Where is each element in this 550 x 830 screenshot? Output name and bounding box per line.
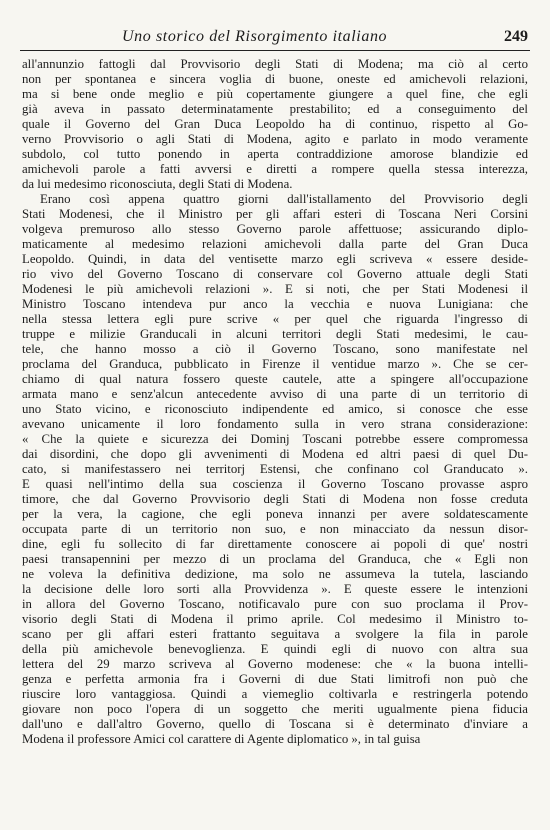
text-line: armata mano e senz'alcun antecedente avviso di una parte di un territorio di xyxy=(22,387,528,401)
paragraph xyxy=(22,57,528,192)
text-line: ne voleva la definitiva dedizione, ma solo ne assumeva la tutela, lasciando xyxy=(22,567,528,581)
running-title: Uno storico del Risorgimento italiano xyxy=(122,28,388,45)
text-line: nella stessa lettera egli pure scrive « per quel che riguarda l'ingresso di xyxy=(22,312,528,326)
text-line: Leopoldo. Quindi, in data del ventisette marzo egli scriveva « essere deside- xyxy=(22,252,528,266)
text-line: dall'uno e dall'altro Governo, quello di Toscana si è determinato d'inviare a xyxy=(22,717,528,731)
text-line: visorio degli Stati di Modena il primo aprile. Col medesimo il Ministro to- xyxy=(22,612,528,626)
text-line: volgeva premuroso allo stesso Governo parole affettuose; assicurando diplo- xyxy=(22,222,528,236)
text-line: chiamo di qual natura fossero queste cautele, atte a spingere all'occupazione xyxy=(22,372,528,386)
text-line: timore, che dal Governo Provvisorio degli Stati di Modena non fosse creduta xyxy=(22,492,528,506)
text-line: amichevoli parole a fatti avversi e diretti a rompere quella stessa interezza, xyxy=(22,162,528,176)
text-line: tele, che hanno mosso a ciò il Governo Toscano, sono manifestate nel xyxy=(22,342,528,356)
text-line: Modenesi le più amichevoli relazioni ». E si noti, che per Stati Modenesi il xyxy=(22,282,528,296)
text-line: maticamente al medesimo relazioni amichevoli dalla parte del Gran Duca xyxy=(22,237,528,251)
text-line: riuscire loro vantaggiosa. Quindi a viemeglio coltivarla e restringerla potendo xyxy=(22,687,528,701)
text-line: « Che la quiete e sicurezza dei Dominj Toscani potrebbe essere compromessa xyxy=(22,432,528,446)
text-line: avevano unicamente il loro fondamento sulla in vero strana considerazione: xyxy=(22,417,528,431)
text-line: E quasi nell'intimo della sua coscienza il Governo Toscano provasse aspro xyxy=(22,477,528,491)
paragraph xyxy=(22,192,528,747)
text-line: quale il Governo del Gran Duca Leopoldo ha di continuo, rispetto al Go- xyxy=(22,117,528,131)
text-line: verno Provvisorio o agli Stati di Modena, agito e parlato in modo veramente xyxy=(22,132,528,146)
body-text xyxy=(22,57,528,747)
text-line: proclama del Granduca, pubblicato in Firenze il ventidue marzo ». Che se cer- xyxy=(22,357,528,371)
text-line: già aveva in passato determinatamente prestabilito; ed a conseguimento del xyxy=(22,102,528,116)
text-line: Stati Modenesi, che il Ministro per gli affari esteri di Toscana Neri Corsini xyxy=(22,207,528,221)
text-line: scano per gli affari esteri frattanto seguitava a svolgere la fila in parole xyxy=(22,627,528,641)
text-line: dai disordini, che dopo gli avvenimenti di Modena ed altri paesi di quel Du- xyxy=(22,447,528,461)
text-line: ma si bene onde meglio e più copertamente giungere a quel fine, che egli xyxy=(22,87,528,101)
text-line: occupata parte di un territorio non suo, e non minacciato da nessun disor- xyxy=(22,522,528,536)
text-line: da lui medesimo riconosciuta, degli Stati di Modena. xyxy=(22,177,293,191)
text-line: cato, si manifestassero nei territorj Estensi, che confinano col Granducato ». xyxy=(22,462,528,476)
text-line: genza e perfetta armonia fra i Governi di due Stati limitrofi non può che xyxy=(22,672,528,686)
page-number: 249 xyxy=(504,28,528,45)
text-line: Modena il professore Amici col carattere di Agente diplomatico », in tal guisa xyxy=(22,732,421,746)
text-line: uno Stato vicino, e riconosciuto indipendente ed amico, si conosce che esse xyxy=(22,402,528,416)
text-line: in allora del Governo Toscano, notificavalo pure con suo proclama il Prov- xyxy=(22,597,528,611)
text-line: truppe e milizie Granducali in alcuni territori degli Stati medesimi, le cau- xyxy=(22,327,528,341)
text-line: la decisione delle loro sorti alla Provvidenza ». E queste essere le intenzioni xyxy=(22,582,528,596)
text-line: rio vivo del Governo Toscano di conservare col Governo attuale degli Stati xyxy=(22,267,528,281)
text-line: Erano così appena quattro giorni dall'istallamento del Provvisorio degli xyxy=(40,192,528,206)
text-line: della più amichevole benevoglienza. E quindi egli di nuovo con altra sua xyxy=(22,642,528,656)
text-line: dine, egli fu sollecito di far direttamente conoscere ai popoli di que' nostri xyxy=(22,537,528,551)
page-header xyxy=(20,28,530,51)
text-line: paesi transapennini per mezzo di un proclama del Granduca, che « Egli non xyxy=(22,552,528,566)
text-line: all'annunzio fattogli dal Provvisorio degli Stati di Modena; ma ciò al certo xyxy=(22,57,528,71)
text-line: Ministro Toscano intendeva pur anco la vecchia e nuova Lunigiana: che xyxy=(22,297,528,311)
text-line: lettera del 29 marzo scriveva al Governo modenese: che « la buona intelli- xyxy=(22,657,528,671)
text-line: giovare non poco l'opera di un soggetto che meriti ugualmente piena fiducia xyxy=(22,702,528,716)
text-line: per la vera, la cagione, che egli poneva innanzi per avere soldatescamente xyxy=(22,507,528,521)
text-line: subdolo, col tutto ponendo in aperta contraddizione amorose blandizie ed xyxy=(22,147,528,161)
text-line: non per spontanea e sincera voglia di buone, oneste ed amichevoli relazioni, xyxy=(22,72,528,86)
